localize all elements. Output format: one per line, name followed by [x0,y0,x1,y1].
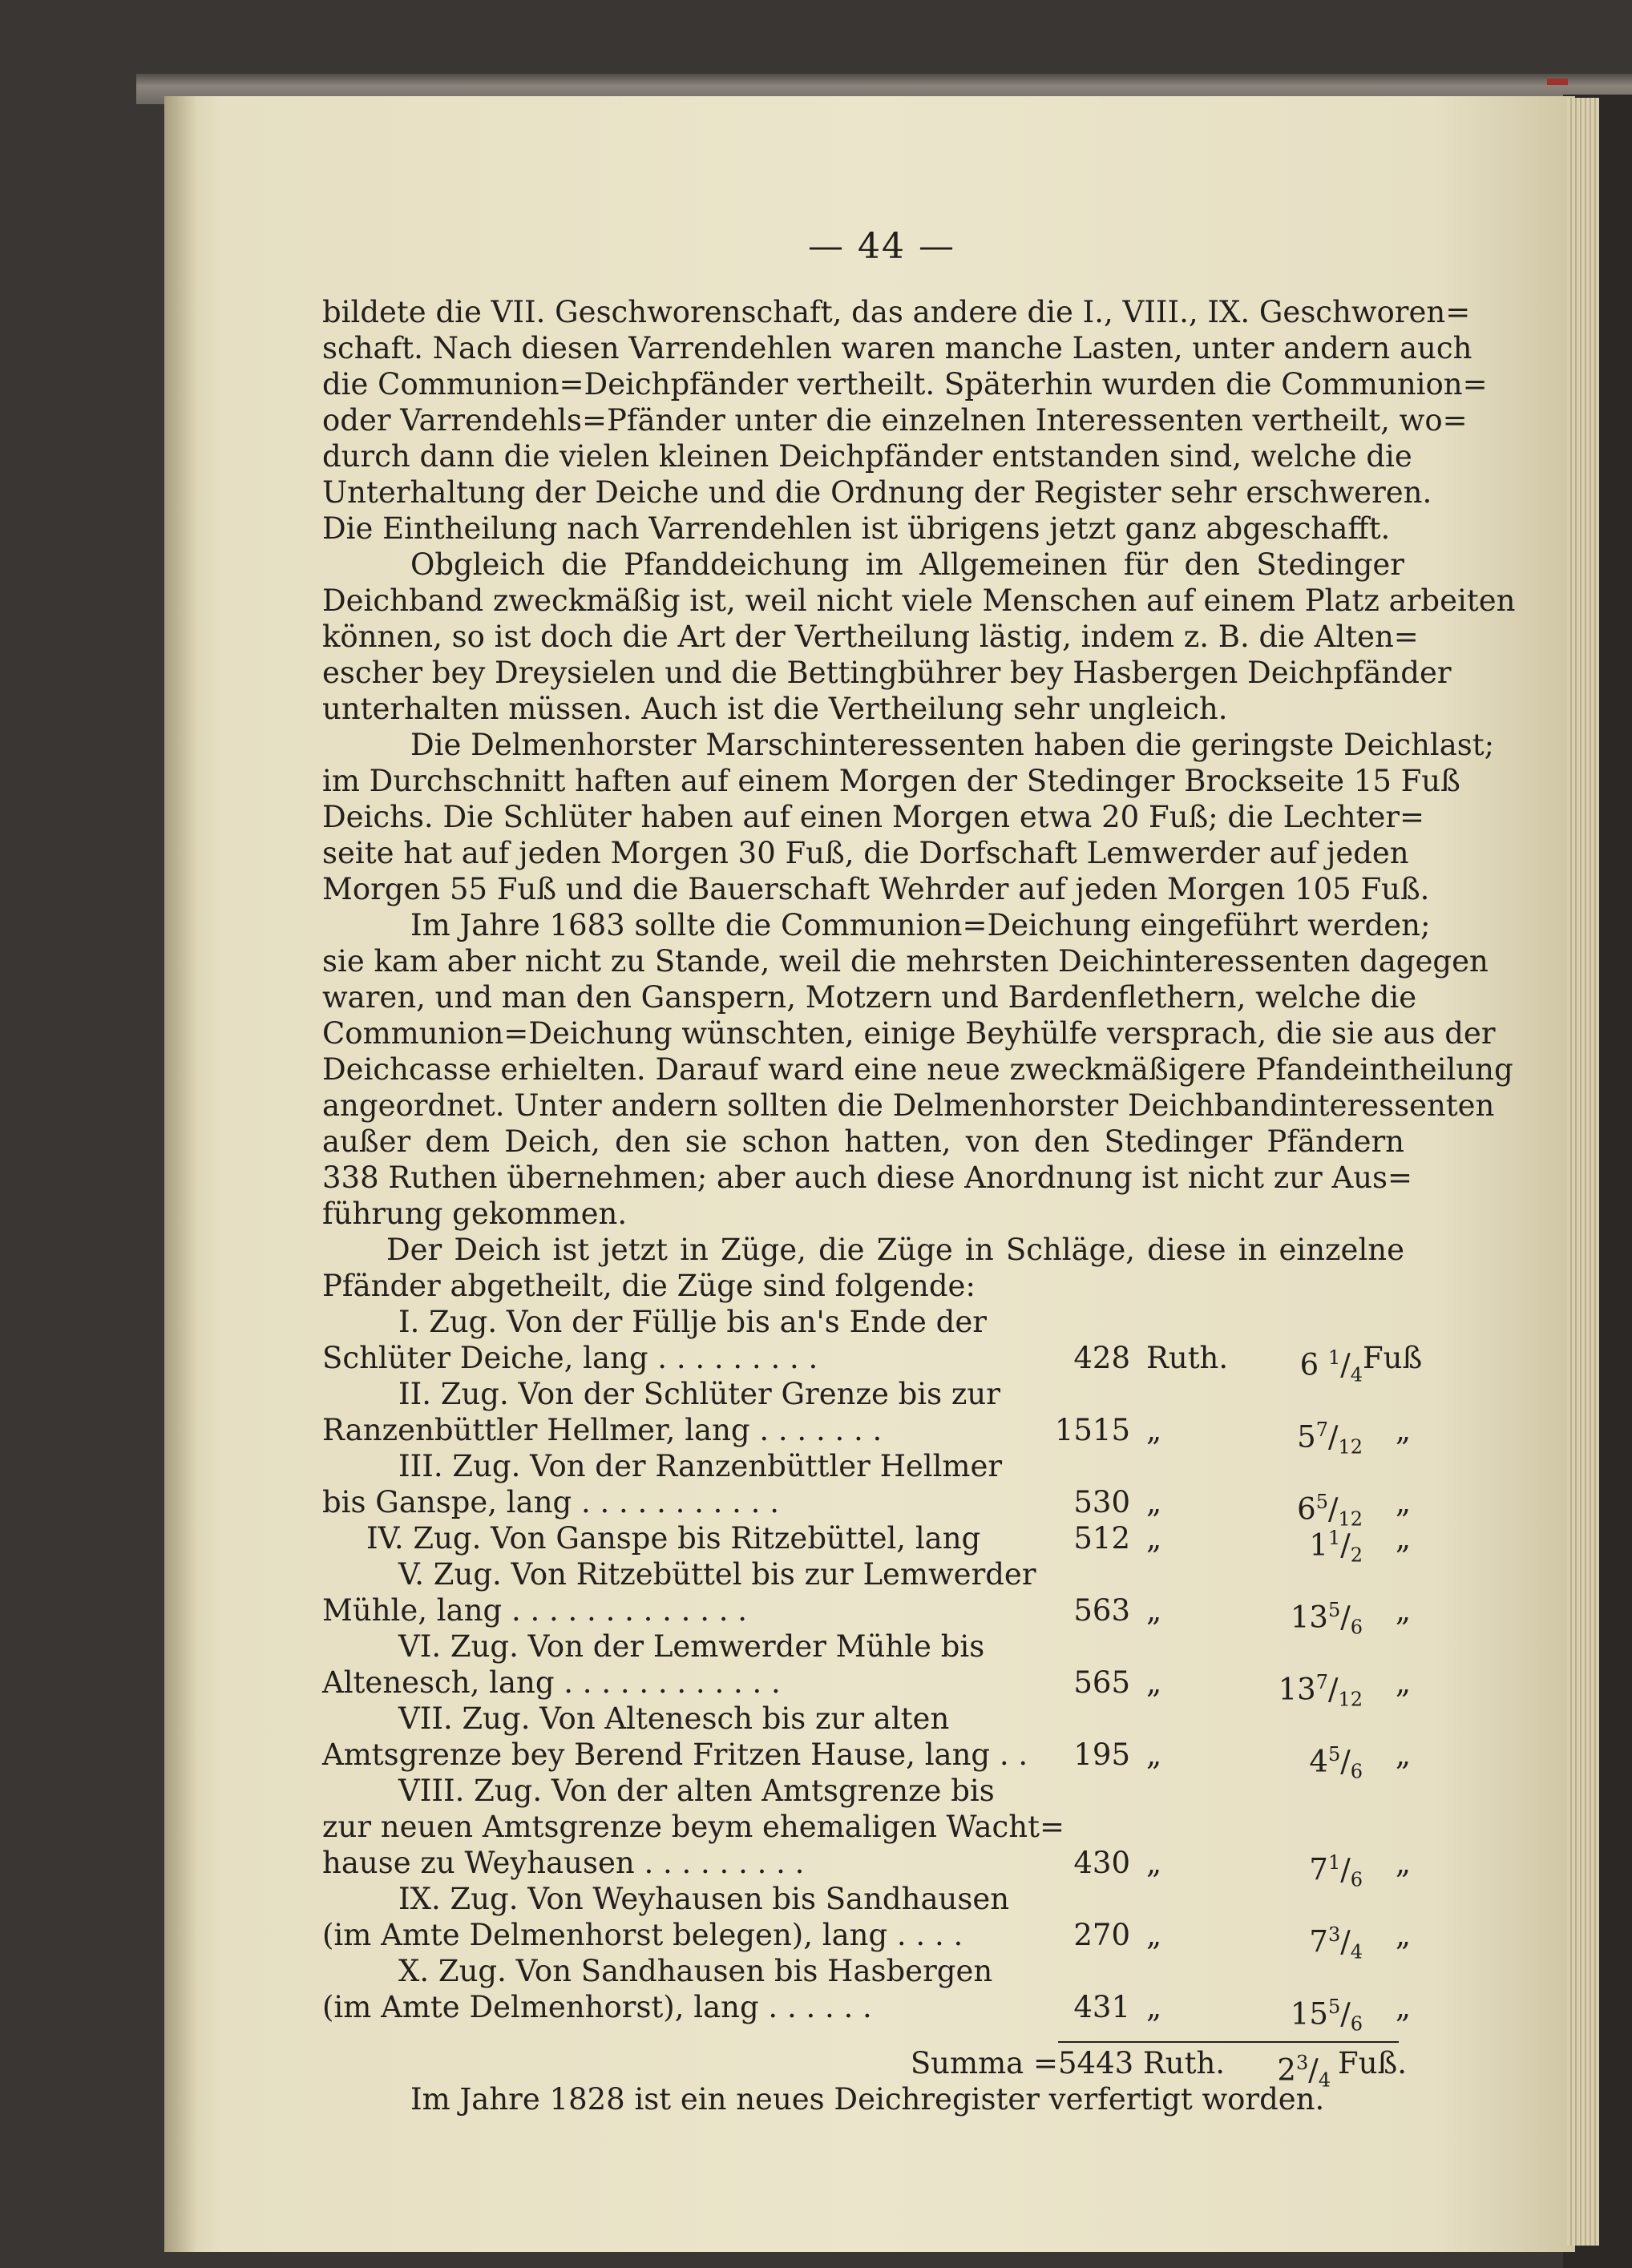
table-row-label: VI. Zug. Von der Lemwerder Mühle bis [398,1629,985,1664]
ruthen-value: 530 [1073,1485,1130,1519]
ruthen-value: 270 [1073,1918,1130,1952]
ruthen-value: 563 [1073,1593,1130,1628]
text-line: schaft. Nach diesen Varrendehlen waren manche Lasten, unter andern auch [322,331,1472,365]
unit-label: Ruth. [1146,1341,1229,1375]
text-line: Deichband zweckmäßig ist, weil nicht viele Menschen auf einem Platz arbeiten [322,583,1516,618]
table-row-label: (im Amte Delmenhorst), lang . . . . . . [322,1990,872,2024]
fuss-unit: „ [1395,1413,1411,1447]
page-edges [1567,98,1599,2246]
ruthen-value: 512 [1073,1521,1130,1556]
table-row-label: III. Zug. Von der Ranzenbüttler Hellmer [398,1449,1003,1483]
ruthen-value: 565 [1073,1665,1130,1700]
unit-label: „ [1146,1665,1162,1700]
sum-rule [1058,2041,1399,2043]
red-edge-mark [1547,79,1568,85]
text-line: seite hat auf jeden Morgen 30 Fuß, die Dorfschaft Lemwerder auf jeden [322,836,1409,870]
fuss-value: $13^7/_{12}$ [1278,1671,1363,1711]
fuss-unit: „ [1395,1485,1411,1519]
spine-shadow [164,96,196,2252]
table-row-label: Ranzenbüttler Hellmer, lang . . . . . . . [322,1413,883,1447]
table-row-label: IV. Zug. Von Ganspe bis Ritzebüttel, lang [366,1521,981,1556]
unit-label: „ [1146,1990,1162,2024]
table-row-label: Altenesch, lang . . . . . . . . . . . . [322,1665,781,1700]
unit-label: „ [1146,1593,1162,1628]
table-row-label: Mühle, lang . . . . . . . . . . . . . [322,1593,747,1628]
unit-label: „ [1146,1521,1162,1556]
summa-ruthen: 5443 Ruth. [1058,2046,1226,2080]
table-row-label: I. Zug. Von der Füllje bis an's Ende der [398,1305,987,1339]
fuss-unit: „ [1395,1737,1411,1772]
text-line: im Durchschnitt haften auf einem Morgen der Stedinger Brockseite 15 Fuß [322,764,1460,798]
fuss-unit: „ [1395,1918,1411,1952]
table-row-label: II. Zug. Von der Schlüter Grenze bis zur [398,1377,1000,1411]
ruthen-value: 430 [1073,1846,1130,1880]
text-line: oder Varrendehls=Pfänder unter die einzelnen Interessenten vertheilt, wo= [322,403,1468,438]
text-line: Im Jahre 1683 sollte die Communion=Deichung eingeführt werden; [410,908,1431,942]
fuss-value: 6 $^1/_4$ [1299,1346,1363,1386]
text-line: Morgen 55 Fuß und die Bauerschaft Wehrder auf jeden Morgen 105 Fuß. [322,872,1430,906]
table-row-label: VII. Zug. Von Altenesch bis zur alten [398,1701,950,1736]
page-number: — 44 — [808,226,955,267]
fuss-value: $6^5/_{12}$ [1297,1491,1363,1531]
fuss-unit: „ [1395,1521,1411,1556]
text-line: bildete die VII. Geschworenschaft, das andere die I., VIII., IX. Geschworen= [322,295,1471,329]
summa-fuss-value: $2^3/_4$ [1277,2052,1331,2092]
text-line: unterhalten müssen. Auch ist die Vertheilung sehr ungleich. [322,692,1228,726]
fuss-unit: „ [1395,1665,1411,1700]
table-row-label: VIII. Zug. Von der alten Amtsgrenze bis [398,1774,995,1808]
summa-label: Summa = [910,2046,1058,2080]
text-line: führung gekommen. [322,1197,628,1231]
text-line: Communion=Deichung wünschten, einige Beyhülfe versprach, die sie aus der [322,1016,1496,1051]
table-row-label: Amtsgrenze bey Berend Fritzen Hause, lang . . [322,1737,1028,1772]
fuss-value: $4^5/_6$ [1309,1743,1363,1783]
fuss-unit: „ [1395,1593,1411,1628]
closing-line: Im Jahre 1828 ist ein neues Deichregister verfertigt worden. [410,2082,1325,2117]
fuss-unit: Fuß [1363,1341,1423,1375]
table-row-label: bis Ganspe, lang . . . . . . . . . . . [322,1485,779,1519]
table-row-label: hause zu Weyhausen . . . . . . . . . [322,1846,805,1880]
unit-label: „ [1146,1413,1162,1447]
table-row-label: IX. Zug. Von Weyhausen bis Sandhausen [398,1882,1010,1916]
fuss-value: $7^1/_6$ [1309,1851,1363,1891]
text-line: Deichcasse erhielten. Darauf ward eine neue zweckmäßigere Pfandeintheilung [322,1052,1513,1087]
summa-fuss-unit: Fuß. [1338,2046,1407,2080]
text-line: können, so ist doch die Art der Vertheilung lästig, indem z. B. die Alten= [322,619,1419,654]
unit-label: „ [1146,1485,1162,1519]
fuss-value: $7^3/_4$ [1309,1923,1363,1963]
table-row-label: X. Zug. Von Sandhausen bis Hasbergen [398,1954,993,1988]
text-line: Obgleich die Pfanddeichung im Allgemeinen für den Stedinger [410,547,1404,582]
ruthen-value: 195 [1073,1737,1130,1772]
table-row-label: (im Amte Delmenhorst belegen), lang . . . . [322,1918,963,1952]
fuss-value: $1^1/_2$ [1309,1527,1363,1567]
text-line: Pfänder abgetheilt, die Züge sind folgende: [322,1269,976,1303]
text-line: escher bey Dreysielen und die Bettingbührer bey Hasbergen Deichpfänder [322,656,1452,690]
text-line: die Communion=Deichpfänder vertheilt. Späterhin wurden die Communion= [322,367,1488,402]
fuss-unit: „ [1395,1990,1411,2024]
text-line: Unterhaltung der Deiche und die Ordnung der Register sehr erschweren. [322,475,1432,510]
unit-label: „ [1146,1918,1162,1952]
text-line: außer dem Deich, den sie schon hatten, von den Stedinger Pfändern [322,1124,1404,1159]
unit-label: „ [1146,1846,1162,1880]
text-line: durch dann die vielen kleinen Deichpfänder entstanden sind, welche die [322,439,1412,474]
text-line: Der Deich ist jetzt in Züge, die Züge in Schläge, diese in einzelne [386,1233,1404,1267]
table-row-label: zur neuen Amtsgrenze beym ehemaligen Wacht= [322,1810,1064,1844]
fuss-unit: „ [1395,1846,1411,1880]
unit-label: „ [1146,1737,1162,1772]
text-line: Die Delmenhorster Marschinteressenten haben die geringste Deichlast; [410,728,1495,762]
fuss-value: $5^7/_{12}$ [1297,1419,1363,1459]
text-line: Deichs. Die Schlüter haben auf einen Morgen etwa 20 Fuß; die Lechter= [322,800,1425,834]
table-row-label: Schlüter Deiche, lang . . . . . . . . . [322,1341,818,1375]
table-row-label: V. Zug. Von Ritzebüttel bis zur Lemwerder [398,1557,1036,1592]
text-line: angeordnet. Unter andern sollten die Delmenhorster Deichbandinteressenten [322,1088,1495,1123]
fuss-value: $15^5/_6$ [1290,1996,1363,2036]
text-line: 338 Ruthen übernehmen; aber auch diese Anordnung ist nicht zur Aus= [322,1160,1413,1195]
ruthen-value: 428 [1073,1341,1130,1375]
ruthen-value: 431 [1073,1990,1130,2024]
ruthen-value: 1515 [1054,1413,1130,1447]
text-line: sie kam aber nicht zu Stande, weil die mehrsten Deichinteressenten dagegen [322,944,1489,979]
text-line: waren, und man den Ganspern, Motzern und Bardenflethern, welche die [322,980,1417,1015]
text-line: Die Eintheilung nach Varrendehlen ist übrigens jetzt ganz abgeschafft. [322,511,1391,546]
fuss-value: $13^5/_6$ [1290,1599,1363,1639]
